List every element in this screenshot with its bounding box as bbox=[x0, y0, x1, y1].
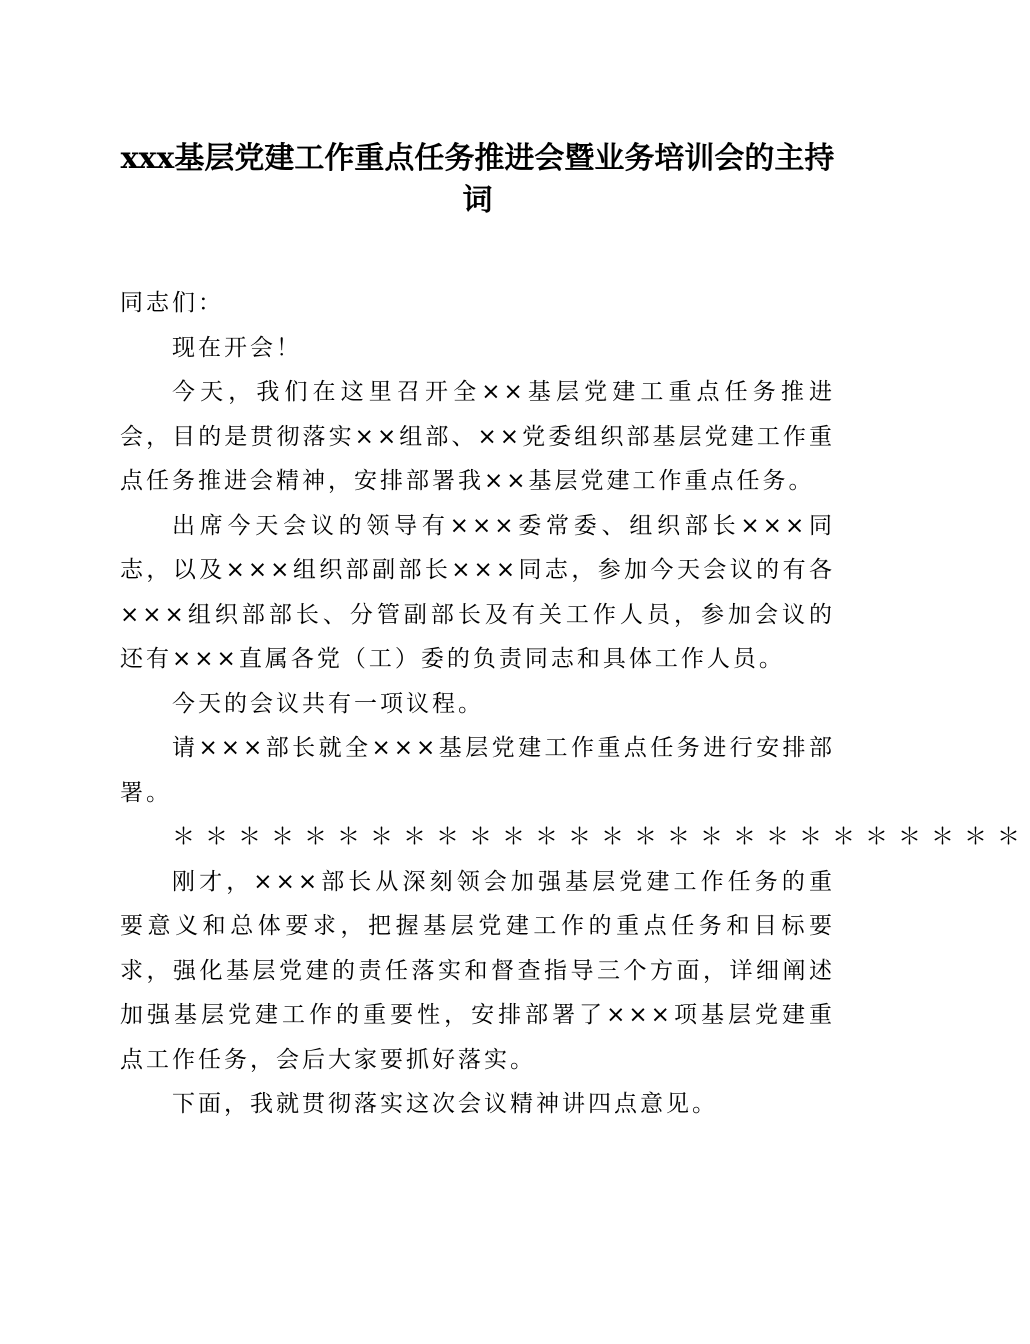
paragraph-attendees: 出席今天会议的领导有×××委常委、组织部长×××同志，以及×××组织部副部长×××同志，参加今天会议的有各×××组织部部长、分管副部长及有关工作人员，参加会议的还有×××直属各党（工）委的负责同志和具体工作人员。 bbox=[120, 512, 835, 672]
paragraph-agenda: 今天的会议共有一项议程。 bbox=[172, 690, 484, 717]
document-title: xxx基层党建工作重点任务推进会暨业务培训会的主持词 bbox=[120, 141, 835, 218]
paragraph-request: 请×××部长就全×××基层党建工作重点任务进行安排部署。 bbox=[120, 735, 835, 806]
document-body bbox=[120, 281, 1030, 1127]
document-page bbox=[120, 138, 1030, 1127]
paragraph-purpose: 今天，我们在这里召开全××基层党建工重点任务推进会，目的是贯彻落实××组部、××党委组织部基层党建工作重点任务推进会精神，安排部署我××基层党建工作重点任务。 bbox=[120, 379, 835, 494]
separator-line: ＊＊＊＊＊＊＊＊＊＊＊＊＊＊＊＊＊＊＊＊＊＊＊＊＊＊ bbox=[172, 824, 1030, 850]
paragraph-summary: 刚才，×××部长从深刻领会加强基层党建工作任务的重要意义和总体要求，把握基层党建工作的重点任务和目标要求，强化基层党建的责任落实和督查指导三个方面，详细阐述加强基层党建工作的重要性，安排部署了×××项基层党建重点工作任务，会后大家要抓好落实。 bbox=[120, 868, 835, 1073]
salutation: 同志们： bbox=[120, 290, 224, 316]
paragraph-opening: 现在开会！ bbox=[172, 334, 302, 361]
paragraph-next: 下面，我就贯彻落实这次会议精神讲四点意见。 bbox=[172, 1091, 718, 1117]
